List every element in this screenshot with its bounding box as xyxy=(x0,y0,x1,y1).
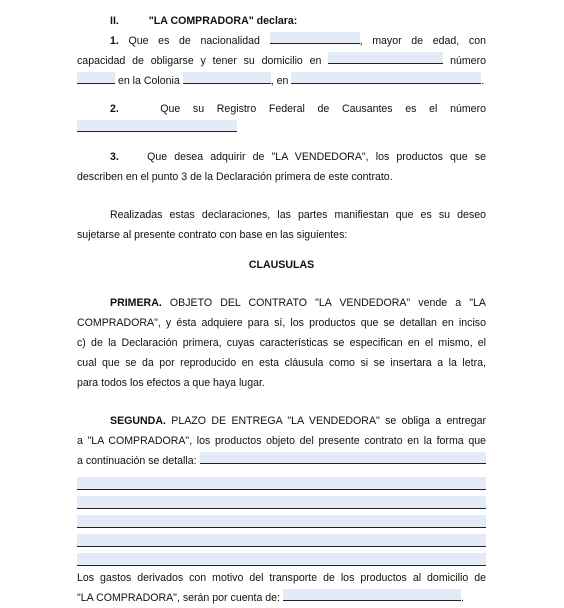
section-roman: II. xyxy=(110,15,119,27)
section-heading xyxy=(77,11,486,31)
rfc-field[interactable] xyxy=(77,120,237,132)
declaration-2-line-2 xyxy=(77,119,486,139)
declaration-2 xyxy=(77,99,486,139)
section-party-title: "LA COMPRADORA" declara: xyxy=(148,15,298,27)
clausula-primera: PRIMERA. OBJETO DEL CONTRATO "LA VENDEDORA" vende a "LA COMPRADORA", y ésta adquiere para sí, los productos que se detallan en inciso c) de la Declaración primera, cuyas características se especifican en el mismo, el cual que se da por reproducido en esta cláusula como si se insertara a la letra, para todos los efectos a que haya lugar. xyxy=(77,297,486,389)
address-field[interactable] xyxy=(328,52,443,64)
delivery-detail-line[interactable] xyxy=(77,490,486,509)
clausula-segunda: SEGUNDA. PLAZO DE ENTREGA "LA VENDEDORA" se obliga a entregar a "LA COMPRADORA", los productos objeto del presente contrato en la forma que a continuación se detalla: Los gastos derivados con motivo del transporte de los productos al domicilio de "LA COMPRADORA", serán por cuenta de: . xyxy=(77,415,486,604)
declaration-1-line-1: 1. Que es de nacionalidad , mayor de edad, con xyxy=(77,31,486,51)
delivery-detail-line[interactable] xyxy=(77,471,486,490)
primera-label: PRIMERA. xyxy=(110,297,162,309)
declaration-1-line-2: capacidad de obligarse y tener su domicilio en número xyxy=(77,51,486,71)
delivery-detail-line[interactable] xyxy=(77,528,486,547)
transport-cost-party-field[interactable] xyxy=(283,589,461,601)
delivery-detail-line[interactable] xyxy=(77,509,486,528)
clausulas-title: CLAUSULAS xyxy=(248,259,315,271)
realizadas-paragraph: Realizadas estas declaraciones, las partes manifiestan que es su deseo sujetarse al presente contrato con base en las siguientes: xyxy=(77,209,486,241)
delivery-detail-line[interactable] xyxy=(77,547,486,566)
declaration-2-line-1: 2. Que su Registro Federal de Causantes es el número xyxy=(110,103,486,115)
colonia-field[interactable] xyxy=(183,72,271,84)
nationality-field[interactable] xyxy=(270,32,360,44)
city-field[interactable] xyxy=(291,72,481,84)
street-number-field[interactable] xyxy=(77,72,115,84)
declaration-1 xyxy=(77,31,486,91)
declaration-1-line-3: en la Colonia , en . xyxy=(77,71,486,91)
delivery-detail-field[interactable] xyxy=(200,452,486,464)
contract-page xyxy=(77,11,486,608)
declaration-3 xyxy=(77,147,486,187)
segunda-label: SEGUNDA. xyxy=(110,415,166,427)
delivery-detail-lines xyxy=(77,471,486,566)
declaration-3-line-2: describen en el punto 3 de la Declaración primera de este contrato. xyxy=(77,171,393,183)
declaration-3-line-1: 3. Que desea adquirir de "LA VENDEDORA", los productos que se xyxy=(110,151,486,163)
